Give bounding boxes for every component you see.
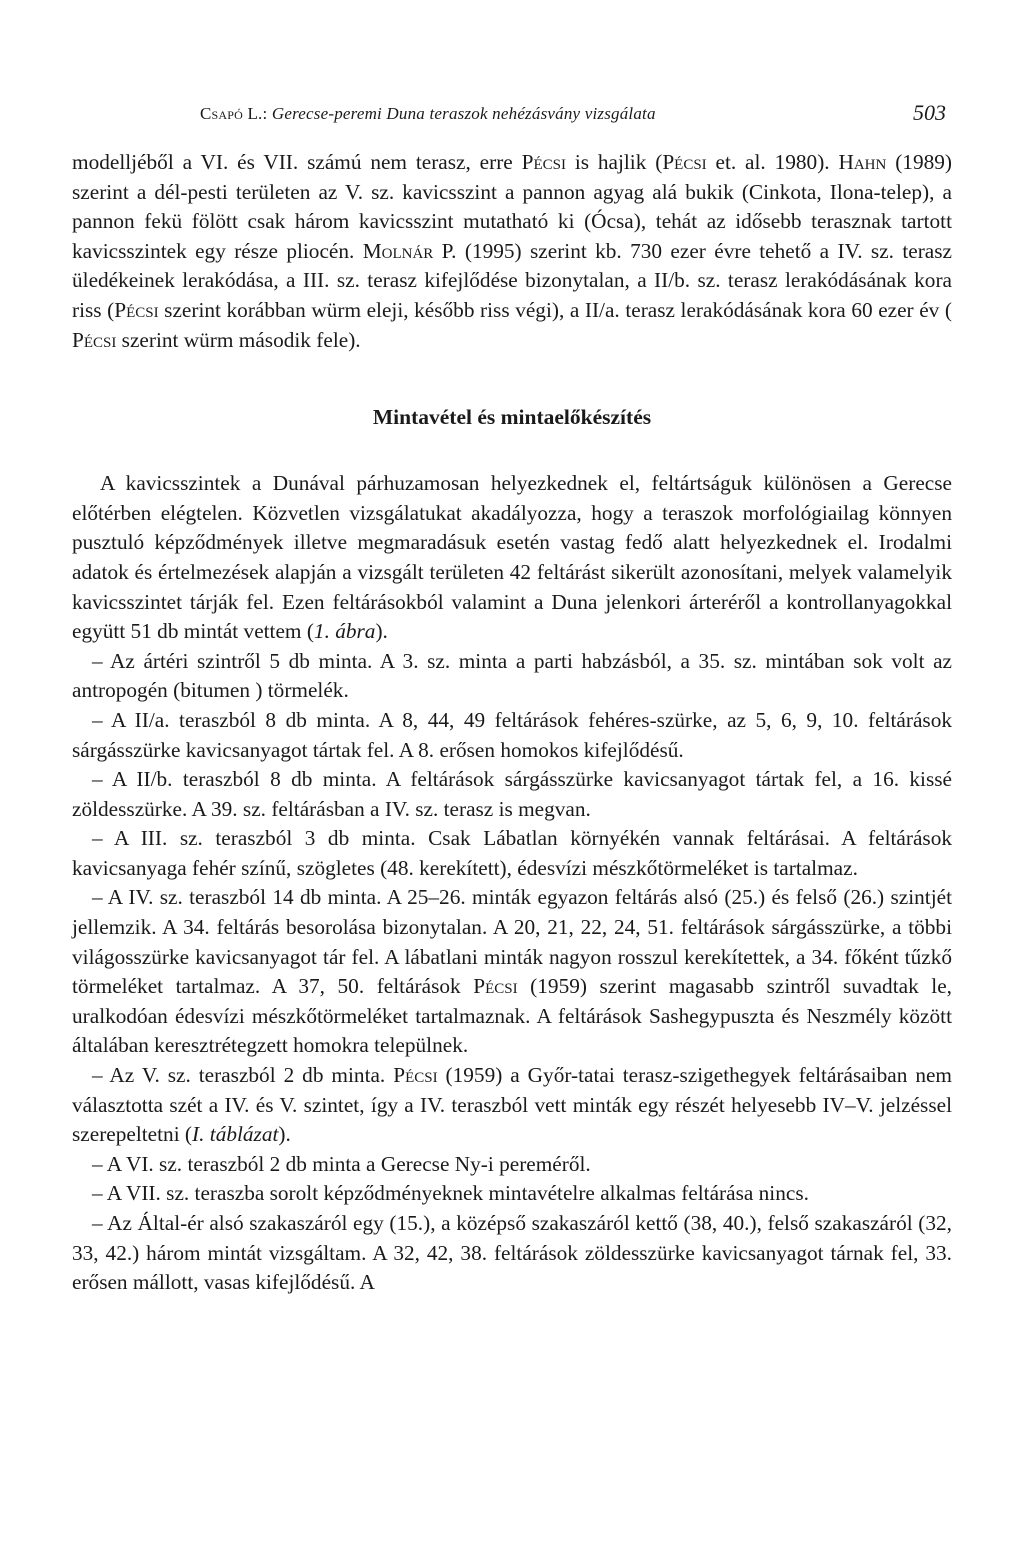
list-item: – A III. sz. teraszból 3 db minta. Csak Lábatlan környékén vannak feltárásai. A feltárások kavicsanyaga fehér színű, szögletes (48. kerekített), édesvízi mészkőtörmeléket is tartalmaz. <box>72 826 952 880</box>
author-name: Molnár <box>362 238 434 263</box>
text-run: – Az V. sz. teraszból 2 db minta. <box>92 1063 394 1088</box>
text-run: is hajlik ( <box>565 150 663 174</box>
text-run: (1989) szerint a dél-pesti területen az V. sz. kavicsszint a pannon agyag alá bukik (Cinkota, Ilona-telep), a pannon fekü fölött csak három kavicsszint mutatható ki (Ócsa), tehát az idősebb terasznak tartott kavicsszintek egy része pliocén. <box>72 150 952 263</box>
list-item: – A VI. sz. teraszból 2 db minta a Gerecse Ny-i pereméről. <box>92 1151 591 1176</box>
main-paragraph <box>72 469 952 647</box>
text-run: ). <box>278 1122 291 1147</box>
running-head <box>72 100 952 130</box>
text-run: A kavicsszintek a Dunával párhuzamosan helyezkednek el, feltártságuk különösen a Gerecse előtérben elégtelen. Közvetlen vizsgálatukat akadályozza, hogy a teraszok morfológiailag könnyen pusztuló képződmények illetve megmaradásuk esetén vastag fedő alatt helyezkednek el. Irodalmi adatok és értelmezések alapján a vizsgált területen 42 feltárást sikerült azonosítani, melyek valamelyik kavicsszintet tárják fel. Ezen feltárásokból valamint a Duna jelenkori árteréről a kontrollanyagokkal együtt 51 db mintát vettem ( <box>72 471 952 644</box>
list-item: – A II/b. teraszból 8 db minta. A feltárások sárgásszürke kavicsanyagot tártak fel, a 16. kissé zöldesszürke. A 39. sz. feltárásban a IV. sz. terasz is megvan. <box>72 767 952 821</box>
text-run: szerint würm második fele). <box>116 327 361 352</box>
list-item <box>72 883 952 1061</box>
intro-paragraph <box>72 148 952 355</box>
author-name: Pécsi <box>473 974 518 999</box>
text-run: (1959) szerint magasabb szintről suvadtak le, uralkodóan édesvízi mészkőtörmeléket tartalmaznak. A feltárások Sashegypuszta és Neszmély között általában keresztrétegzett homokra települnek. <box>72 974 952 1058</box>
author-name: Pécsi <box>393 1063 438 1088</box>
text-run: et. al. 1980). <box>706 150 839 174</box>
text-run: P. (1995) szerint kb. 730 ezer évre tehető a IV. sz. terasz üledékeinek lerakódása, a III. sz. terasz kifejlődése bizonytalan, a II/b. sz. terasz lerakódásának kora riss ( <box>72 238 952 322</box>
list-item <box>72 1061 952 1150</box>
author-name: Hahn <box>838 150 887 174</box>
table-reference: I. táblázat <box>192 1122 279 1147</box>
figure-reference: 1. ábra <box>313 619 376 644</box>
text-run: – A IV. sz. teraszból 14 db minta. A 25–26. minták egyazon feltárás alsó (25.) és felső (26.) szintjét jellemzik. A 34. feltárás besorolása bizonytalan. A 20, 21, 22, 24, 51. feltárások sárgásszürke, a többi világosszürke kavicsanyagot tár fel. A lábatlani minták nagyon rosszul kerekítettek, a 34. főként tűzkő törmeléket tartalmaz. A 37, 50. feltárások <box>72 885 952 999</box>
running-head-title <box>200 104 656 124</box>
author-name: Pécsi <box>521 150 566 174</box>
text-run: szerint korábban würm eleji, később riss végi), a II/a. terasz lerakódásának kora 60 ezer év ( <box>158 297 952 322</box>
header-title: Gerecse-peremi Duna teraszok nehézásvány vizsgálata <box>267 104 656 123</box>
page-number: 503 <box>913 100 946 125</box>
author-name: Pécsi <box>114 297 159 322</box>
body-text <box>72 148 952 1298</box>
text-run: (1959) a Győr-tatai terasz-szigethegyek feltárásaiban nem választotta szét a IV. és V. szintet, így a IV. teraszból vett minták egy részét helyesebb IV–V. jelzéssel szerepeltetni ( <box>72 1063 952 1147</box>
document-page <box>72 0 952 1541</box>
list-item: – A VII. sz. teraszba sorolt képződményeknek mintavételre alkalmas feltárása nincs. <box>92 1181 809 1206</box>
text-run: ). <box>375 619 388 644</box>
author-name: Pécsi <box>72 327 117 352</box>
list-item: – Az ártéri szintről 5 db minta. A 3. sz. minta a parti habzásból, a 35. sz. mintában sok volt az antropogén (bitumen ) törmelék. <box>72 648 952 703</box>
author-name: Pécsi <box>662 150 707 174</box>
text-run: modelljéből a VI. és VII. számú nem terasz, erre <box>72 150 522 174</box>
list-item: – Az Által-ér alsó szakaszáról egy (15.), a középső szakaszáról kettő (38, 40.), felső szakaszáról (32, 33, 42.) három mintát vizsgáltam. A 32, 42, 38. feltárások zöldesszürke kavicsanyagot tárnak fel, 33. erősen mállott, vasas kifejlődésű. A <box>72 1211 952 1295</box>
header-author: Csapó L.: <box>200 104 268 123</box>
list-item: – A II/a. teraszból 8 db minta. A 8, 44, 49 feltárások fehéres-szürke, az 5, 6, 9, 10. feltárások sárgásszürke kavicsanyagot tártak fel. A 8. erősen homokos kifejlődésű. <box>72 707 952 762</box>
section-heading: Mintavétel és mintaelőkészítés <box>372 405 652 430</box>
